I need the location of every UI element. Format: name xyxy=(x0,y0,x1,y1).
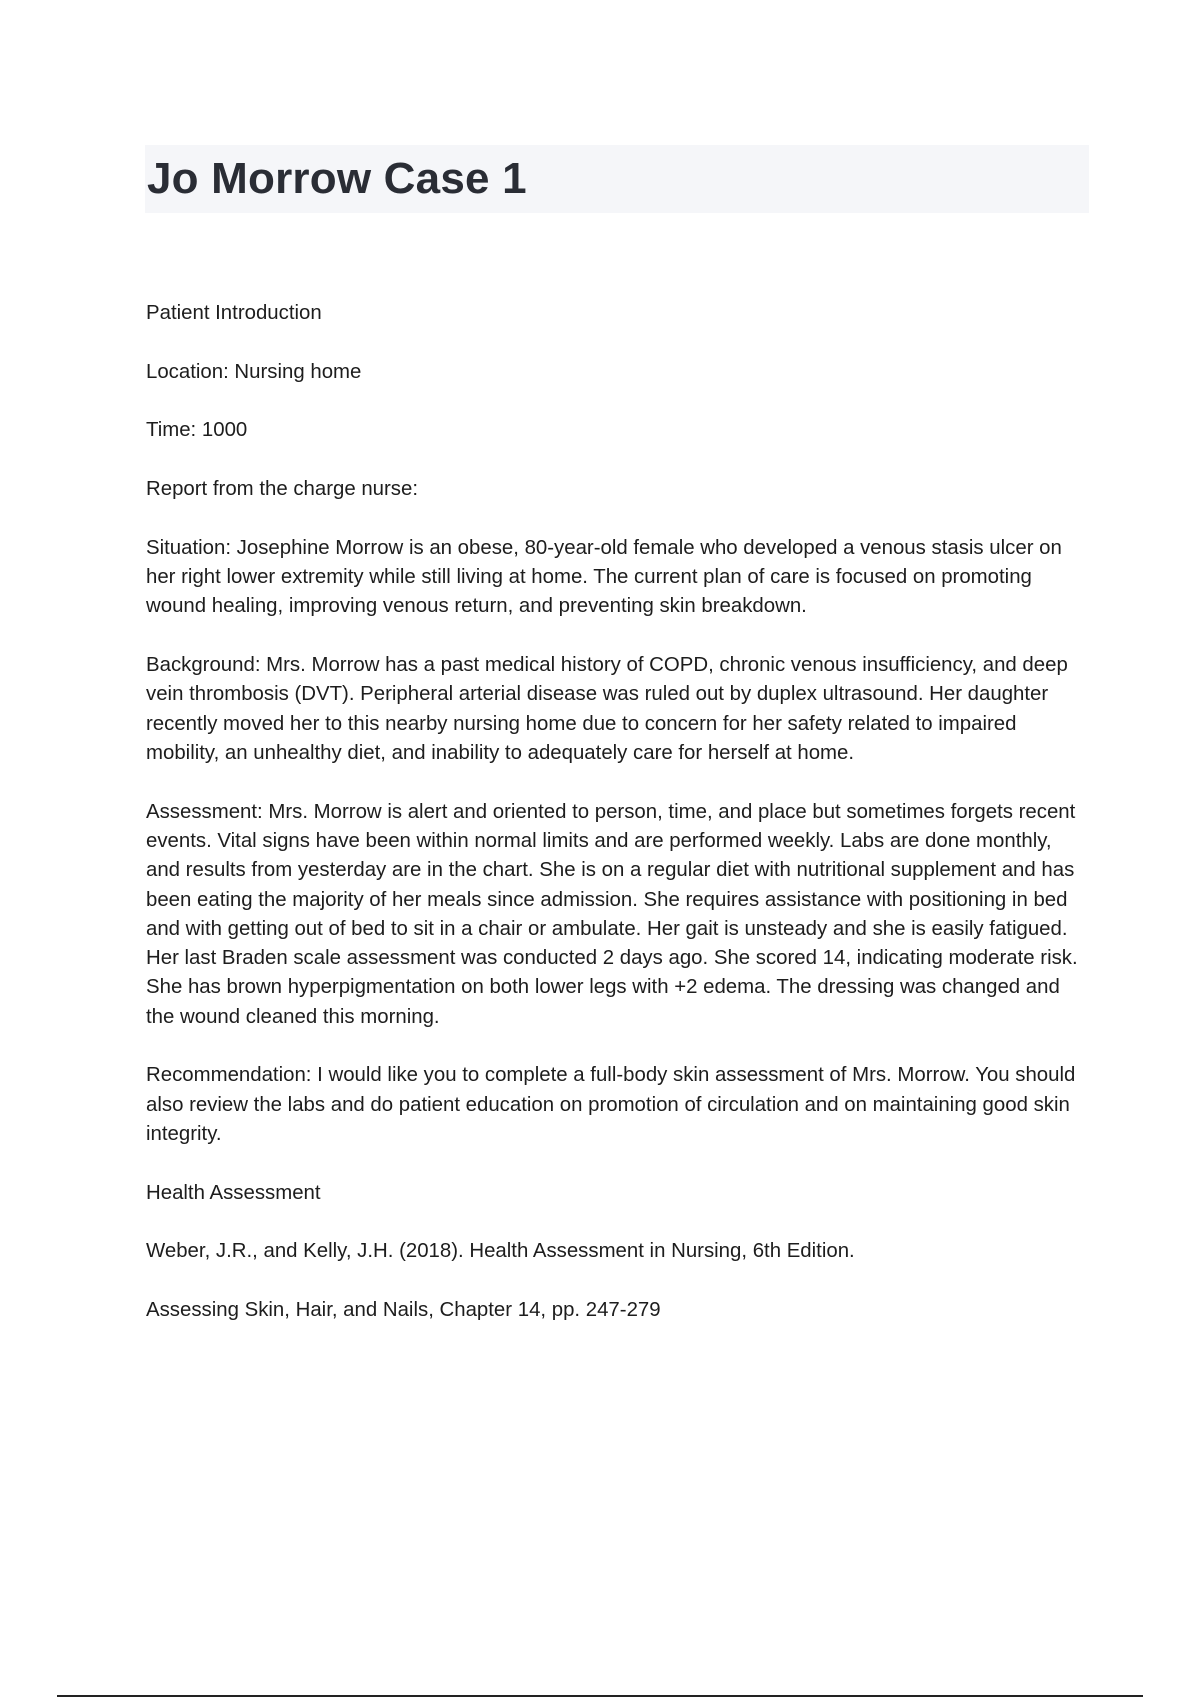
section-heading-health-assessment: Health Assessment xyxy=(146,1181,321,1204)
report-intro-line: Report from the charge nurse: xyxy=(146,478,419,501)
section-heading-patient-introduction: Patient Introduction xyxy=(146,302,322,324)
document-title: Jo Morrow Case 1 xyxy=(147,154,527,203)
background-paragraph: Background: Mrs. Morrow has a past medical history of COPD, chronic venous insufficiency, and deep vein thrombosis (DVT). Peripheral arterial disease was ruled out by duplex ultrasound. Her daughter recently moved her to this nearby nursing home due to concern for her safety related to impaired mobility, an unhealthy diet, and inability to adequately care for herself at home. xyxy=(146,654,1068,764)
recommendation-paragraph: Recommendation: I would like you to complete a full-body skin assessment of Mrs. Morrow. You should also review the labs and do patient education on promotion of circulation and on maintaining good skin integrity. xyxy=(146,1064,1076,1145)
title-banner xyxy=(145,145,1089,213)
situation-paragraph: Situation: Josephine Morrow is an obese, 80-year-old female who developed a venous stasis ulcer on her right lower extremity while still living at home. The current plan of care is focused on promoting wound healing, improving venous return, and preventing skin breakdown. xyxy=(146,536,1062,618)
document-body xyxy=(146,299,1090,1355)
page-bottom-divider xyxy=(57,1695,1143,1697)
time-line: Time: 1000 xyxy=(146,419,248,442)
reference-chapter: Assessing Skin, Hair, and Nails, Chapter 14, pp. 247-279 xyxy=(146,1299,661,1322)
reference-citation: Weber, J.R., and Kelly, J.H. (2018). Health Assessment in Nursing, 6th Edition. xyxy=(146,1240,855,1263)
assessment-paragraph: Assessment: Mrs. Morrow is alert and oriented to person, time, and place but sometimes forgets recent events. Vital signs have been within normal limits and are performed weekly. Labs are done monthly, and results from yesterday are in the chart. She is on a regular diet with nutritional supplement and has been eating the majority of her meals since admission. She requires assistance with positioning in bed and with getting out of bed to sit in a chair or ambulate. Her gait is unsteady and she is easily fatigued. Her last Braden scale assessment was conducted 2 days ago. She scored 14, indicating moderate risk. She has brown hyperpigmentation on both lower legs with +2 edema. The dressing was changed and the wound cleaned this morning. xyxy=(146,800,1078,1028)
location-line: Location: Nursing home xyxy=(146,360,362,383)
